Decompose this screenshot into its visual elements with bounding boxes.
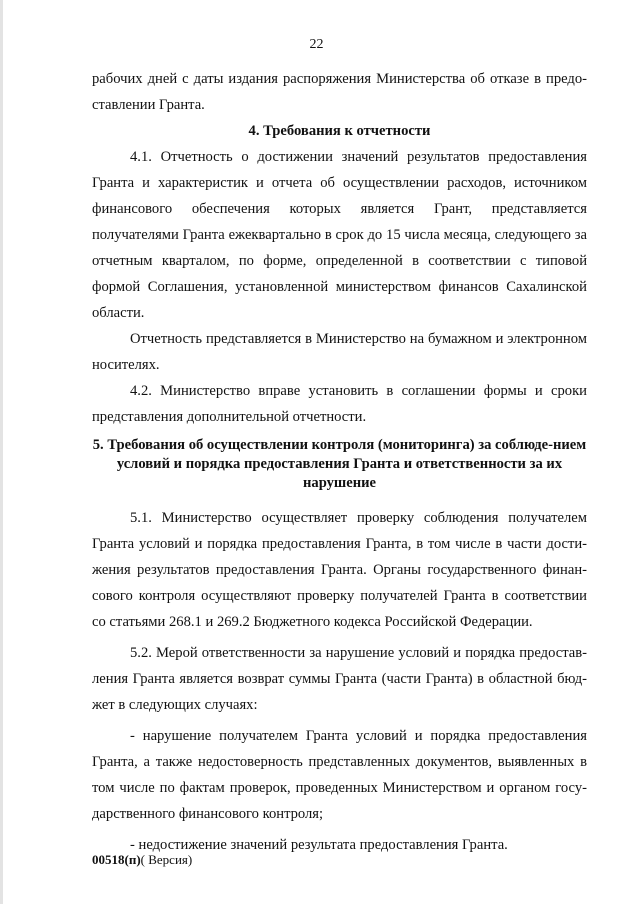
section-5-heading: 5. Требования об осуществлении контроля (мониторинга) за соблюде-нием условий и порядка предоставления Гранта и ответственности за их нарушение (92, 437, 587, 491)
section-4-heading: 4. Требования к отчетности (248, 123, 431, 139)
footer-version: ( Версия) (140, 852, 193, 867)
document-body (92, 66, 587, 858)
paragraph-continuation: рабочих дней с даты издания распоряжения Министерства об отказе в предо-ставлении Гранта. (92, 71, 587, 113)
paragraph-5-1: 5.1. Министерство осуществляет проверку соблюдения получателем Гранта условий и порядка предоставления Гранта, в том числе в части дости-жения результатов предоставления Гранта. Органы государственного финан-сового контроля осуществляют проверку получателей Гранта в соответствии со статьями 268.1 и 269.2 Бюджетного кодекса Российской Федерации. (92, 510, 587, 630)
paragraph-5-2: 5.2. Мерой ответственности за нарушение условий и порядка предостав-ления Гранта является возврат суммы Гранта (части Гранта) в областной бюд-жет в следующих случаях: (92, 645, 587, 713)
document-footer (92, 852, 192, 868)
list-item-violation: - нарушение получателем Гранта условий и порядка предоставления Гранта, а также недостоверность представленных документов, выявленных в том числе по фактам проверок, проведенных Министерством и органом госу-дарственного финансового контроля; (92, 728, 587, 822)
paragraph-4-1: 4.1. Отчетность о достижении значений результатов предоставления Гранта и характеристик и отчета об осуществлении расходов, источником финансового обеспечения которых является Грант, представляется получателями Гранта ежеквартально в срок до 15 числа месяца, следующего за отчетным кварталом, по форме, определенной в соответствии с типовой формой Соглашения, установленной министерством финансов Сахалинской области. (92, 149, 587, 321)
list-item-non-achievement: - недостижение значений результата предоставления Гранта. (130, 837, 508, 853)
paragraph-4-2: 4.2. Министерство вправе установить в соглашении формы и сроки представления дополнительной отчетности. (92, 383, 587, 425)
scan-edge (0, 0, 3, 904)
paragraph-reporting-media: Отчетность представляется в Министерство на бумажном и электронном носителях. (92, 331, 587, 373)
footer-code: 00518(п) (92, 852, 141, 867)
page-number: 22 (309, 37, 324, 52)
